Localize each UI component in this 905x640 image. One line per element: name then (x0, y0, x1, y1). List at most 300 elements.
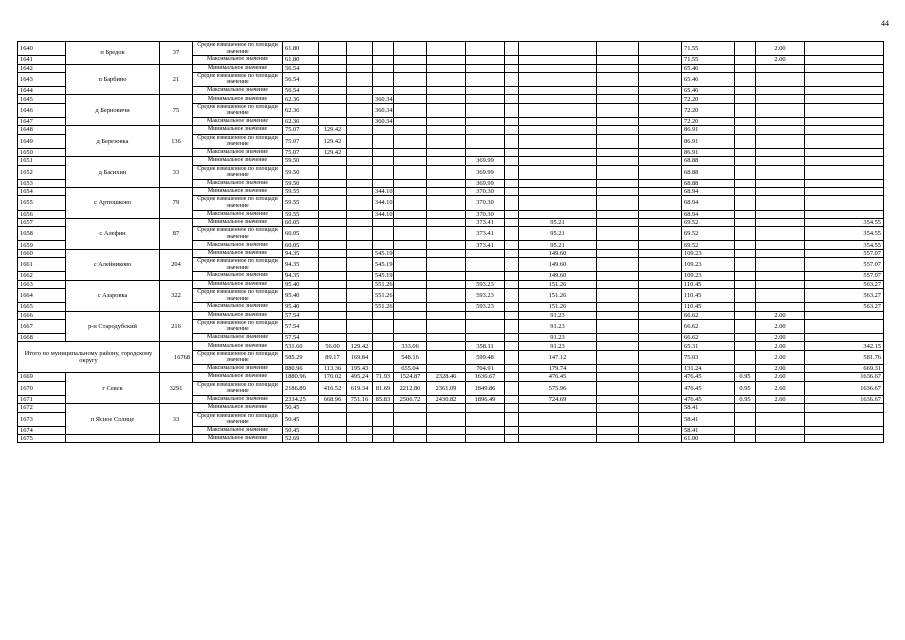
value-cell (519, 126, 597, 134)
value-cell (466, 56, 505, 64)
value-cell (347, 56, 373, 64)
value-cell (466, 103, 505, 117)
value-cell (519, 103, 597, 117)
value-cell (373, 227, 394, 241)
row-number: 1675 (18, 435, 66, 443)
value-cell (373, 319, 394, 333)
value-cell: 344.10 (373, 196, 394, 210)
value-cell (519, 196, 597, 210)
value-cell (505, 381, 519, 395)
value-cell: 563.27 (805, 303, 884, 311)
value-cell: 2.00 (756, 311, 805, 319)
value-cell (373, 148, 394, 156)
value-cell (466, 334, 505, 342)
value-cell (427, 126, 466, 134)
value-cell: 170.02 (319, 373, 347, 381)
value-cell (597, 56, 639, 64)
value-cell: 66.62 (682, 334, 735, 342)
value-cell: 68.88 (682, 157, 735, 165)
value-cell (639, 56, 682, 64)
value-cell (505, 435, 519, 443)
settlement-name: с Алейниково (66, 249, 160, 280)
value-cell (394, 241, 427, 249)
total-label: Итого по муниципальному району, городскому округу (18, 342, 160, 373)
value-cell (427, 117, 466, 125)
value-cell (505, 303, 519, 311)
value-cell (347, 249, 373, 257)
value-cell: 109.23 (682, 249, 735, 257)
value-cell (394, 103, 427, 117)
value-cell: 369.99 (466, 157, 505, 165)
value-type-label: Средне взвешенное по площади значение (193, 165, 283, 179)
value-cell (427, 165, 466, 179)
value-cell (373, 218, 394, 226)
value-cell (394, 165, 427, 179)
value-cell (505, 249, 519, 257)
value-cell: 557.07 (805, 272, 884, 280)
value-cell (597, 258, 639, 272)
value-cell (347, 42, 373, 56)
value-cell (427, 272, 466, 280)
value-type-label: Минимальное значение (193, 280, 283, 288)
table-row (18, 249, 884, 257)
value-cell: 551.26 (373, 280, 394, 288)
value-cell: 68.88 (682, 179, 735, 187)
value-cell (735, 56, 756, 64)
value-cell (505, 364, 519, 372)
value-cell (639, 72, 682, 86)
value-cell: 60.05 (283, 227, 319, 241)
value-cell (639, 227, 682, 241)
row-number: 1661 (18, 258, 66, 272)
value-cell: 72.20 (682, 103, 735, 117)
row-number: 1663 (18, 280, 66, 288)
value-cell (347, 404, 373, 412)
value-cell (427, 179, 466, 187)
value-cell (505, 395, 519, 403)
value-cell (597, 319, 639, 333)
value-cell (505, 311, 519, 319)
value-cell (347, 319, 373, 333)
value-cell (427, 148, 466, 156)
value-cell (735, 179, 756, 187)
value-cell (597, 157, 639, 165)
value-cell (394, 179, 427, 187)
value-cell (735, 210, 756, 218)
value-cell: 563.27 (805, 280, 884, 288)
value-cell (735, 64, 756, 72)
row-number: 1669 (18, 373, 66, 381)
value-type-label: Максимальное значение (193, 241, 283, 249)
value-type-label: Минимальное значение (193, 64, 283, 72)
value-type-label: Средне взвешенное по площади значение (193, 412, 283, 426)
value-cell: 551.26 (373, 289, 394, 303)
value-cell: 56.54 (283, 87, 319, 95)
value-cell (597, 103, 639, 117)
row-number: 1666 (18, 311, 66, 319)
value-cell (639, 157, 682, 165)
value-cell (597, 95, 639, 103)
settlement-name: с Азаровка (66, 280, 160, 311)
value-cell: 2.60 (756, 373, 805, 381)
table-row (18, 64, 884, 72)
value-cell (394, 56, 427, 64)
value-cell (639, 42, 682, 56)
value-cell (319, 72, 347, 86)
value-cell (756, 289, 805, 303)
value-cell (427, 227, 466, 241)
value-cell (519, 435, 597, 443)
value-cell: 61.00 (682, 435, 735, 443)
value-cell: 476.45 (519, 373, 597, 381)
value-cell (597, 435, 639, 443)
value-cell (597, 117, 639, 125)
value-cell: 2.00 (756, 334, 805, 342)
value-cell (639, 95, 682, 103)
value-type-label: Средне взвешенное по площади значение (193, 289, 283, 303)
value-cell: 129.42 (319, 148, 347, 156)
value-cell (597, 412, 639, 426)
value-cell (466, 95, 505, 103)
population: 21 (160, 64, 193, 95)
value-cell (394, 117, 427, 125)
value-cell (394, 426, 427, 434)
value-cell: 86.91 (682, 148, 735, 156)
value-cell (347, 272, 373, 280)
value-cell: 354.55 (805, 218, 884, 226)
value-cell: 68.94 (682, 196, 735, 210)
value-cell: 129.42 (347, 342, 373, 350)
value-type-label: Максимальное значение (193, 364, 283, 372)
value-cell (519, 42, 597, 56)
value-cell: 95.40 (283, 280, 319, 288)
value-cell (466, 311, 505, 319)
value-cell (373, 350, 394, 364)
value-cell: 531.60 (283, 342, 319, 350)
value-cell: 56.54 (283, 72, 319, 86)
value-cell (639, 412, 682, 426)
value-cell: 131.24 (682, 364, 735, 372)
value-cell: 370.30 (466, 188, 505, 196)
value-cell (347, 289, 373, 303)
value-cell (756, 272, 805, 280)
settlement-name: р-н Стародубский (66, 311, 160, 342)
value-cell: 557.07 (805, 258, 884, 272)
population: 33 (160, 404, 193, 435)
table-row (18, 126, 884, 134)
row-number: 1658 (18, 227, 66, 241)
value-cell: 151.26 (519, 289, 597, 303)
value-type-label: Средне взвешенное по площади значение (193, 134, 283, 148)
value-cell (735, 364, 756, 372)
value-cell: 2186.89 (283, 381, 319, 395)
row-number: 1648 (18, 126, 66, 134)
value-cell (597, 42, 639, 56)
value-cell (466, 249, 505, 257)
value-cell (373, 157, 394, 165)
value-cell (319, 157, 347, 165)
value-cell (319, 272, 347, 280)
row-number: 1646 (18, 103, 66, 117)
value-cell (319, 210, 347, 218)
value-cell (735, 334, 756, 342)
value-cell: 179.74 (519, 364, 597, 372)
value-cell: 151.26 (519, 280, 597, 288)
value-cell: 57.54 (283, 334, 319, 342)
value-cell (735, 350, 756, 364)
settlement-name: г Севск (66, 373, 160, 404)
value-cell: 476.45 (682, 381, 735, 395)
value-cell (519, 72, 597, 86)
value-cell (735, 289, 756, 303)
value-cell (373, 435, 394, 443)
row-number: 1670 (18, 381, 66, 395)
value-cell: 149.60 (519, 258, 597, 272)
value-cell (505, 334, 519, 342)
value-cell (756, 87, 805, 95)
value-cell (505, 258, 519, 272)
value-cell (639, 134, 682, 148)
value-cell (347, 303, 373, 311)
value-type-label: Средне взвешенное по площади значение (193, 319, 283, 333)
value-cell (756, 412, 805, 426)
value-cell (597, 426, 639, 434)
value-cell (373, 56, 394, 64)
value-cell: 0.95 (735, 373, 756, 381)
value-type-label: Средне взвешенное по площади значение (193, 72, 283, 86)
value-cell (735, 188, 756, 196)
value-cell (347, 218, 373, 226)
settlement-name: п Бредок (66, 42, 160, 65)
value-cell (519, 179, 597, 187)
value-cell (319, 404, 347, 412)
value-cell: 129.42 (319, 134, 347, 148)
value-cell (519, 404, 597, 412)
value-cell: 91.23 (519, 334, 597, 342)
value-cell: 69.52 (682, 218, 735, 226)
value-cell (505, 134, 519, 148)
value-cell (427, 241, 466, 249)
value-cell: 1896.49 (466, 395, 505, 403)
value-cell (639, 395, 682, 403)
value-cell (319, 412, 347, 426)
value-cell (505, 188, 519, 196)
value-cell: 110.45 (682, 280, 735, 288)
value-cell (319, 280, 347, 288)
value-cell: 1636.67 (466, 373, 505, 381)
value-cell (735, 272, 756, 280)
value-cell (639, 210, 682, 218)
row-number: 1652 (18, 165, 66, 179)
value-cell (394, 319, 427, 333)
value-cell (347, 227, 373, 241)
population: 33 (160, 157, 193, 188)
value-cell (347, 311, 373, 319)
population: 87 (160, 218, 193, 249)
population: 79 (160, 188, 193, 219)
value-cell: 71.55 (682, 42, 735, 56)
value-cell (639, 435, 682, 443)
value-cell (505, 179, 519, 187)
value-cell (505, 289, 519, 303)
value-cell (394, 258, 427, 272)
page-number: 44 (881, 19, 889, 28)
value-type-label: Минимальное значение (193, 311, 283, 319)
value-cell (597, 311, 639, 319)
row-number: 1641 (18, 56, 66, 64)
table-row (18, 95, 884, 103)
value-type-label: Минимальное значение (193, 126, 283, 134)
value-type-label: Максимальное значение (193, 87, 283, 95)
value-cell: 581.76 (805, 350, 884, 364)
value-cell (756, 196, 805, 210)
value-cell (319, 249, 347, 257)
value-cell (639, 241, 682, 249)
row-number: 1667 (18, 319, 66, 333)
value-cell: 2.60 (756, 381, 805, 395)
value-cell (519, 64, 597, 72)
value-cell (597, 342, 639, 350)
value-cell (394, 289, 427, 303)
value-cell: 668.96 (319, 395, 347, 403)
value-cell (639, 249, 682, 257)
value-cell: 59.50 (283, 157, 319, 165)
value-cell: 59.55 (283, 196, 319, 210)
value-cell: 91.23 (519, 342, 597, 350)
value-type-label: Минимальное значение (193, 95, 283, 103)
settlement-name: с Артюшково (66, 188, 160, 219)
value-cell: 61.80 (283, 56, 319, 64)
value-cell (505, 72, 519, 86)
value-cell (347, 179, 373, 187)
value-cell (597, 218, 639, 226)
value-cell (805, 64, 884, 72)
value-type-label: Средне взвешенное по площади значение (193, 258, 283, 272)
value-cell (505, 157, 519, 165)
value-cell: 1636.67 (805, 373, 884, 381)
value-cell (756, 148, 805, 156)
value-cell: 2361.09 (427, 381, 466, 395)
value-cell (505, 95, 519, 103)
value-cell: 69.52 (682, 227, 735, 241)
value-cell (394, 196, 427, 210)
value-cell: 65.46 (682, 87, 735, 95)
value-cell (319, 188, 347, 196)
value-cell (735, 87, 756, 95)
value-cell (466, 64, 505, 72)
value-cell: 545.19 (373, 258, 394, 272)
row-number: 1665 (18, 303, 66, 311)
value-cell (427, 435, 466, 443)
value-cell (597, 64, 639, 72)
value-cell: 62.36 (283, 95, 319, 103)
value-cell (756, 188, 805, 196)
value-cell (394, 404, 427, 412)
value-cell (735, 148, 756, 156)
value-cell (319, 435, 347, 443)
value-cell (735, 342, 756, 350)
value-cell (347, 412, 373, 426)
value-cell (373, 87, 394, 95)
row-number: 1659 (18, 241, 66, 249)
value-cell (805, 165, 884, 179)
value-cell (735, 412, 756, 426)
value-cell (319, 227, 347, 241)
value-cell (373, 311, 394, 319)
population: 216 (160, 311, 193, 342)
value-cell (394, 249, 427, 257)
value-cell (735, 126, 756, 134)
value-cell: 113.36 (319, 364, 347, 372)
table-row (18, 280, 884, 288)
row-number: 1640 (18, 42, 66, 56)
value-cell: 195.43 (347, 364, 373, 372)
row-number: 1662 (18, 272, 66, 280)
value-cell: 59.55 (283, 210, 319, 218)
value-cell: 2430.82 (427, 395, 466, 403)
value-cell: 0.95 (735, 395, 756, 403)
value-cell (639, 373, 682, 381)
value-cell (466, 134, 505, 148)
value-cell: 551.26 (373, 303, 394, 311)
value-cell: 50.45 (283, 426, 319, 434)
value-cell (394, 87, 427, 95)
row-number: 1657 (18, 218, 66, 226)
value-cell (394, 210, 427, 218)
value-cell: 147.12 (519, 350, 597, 364)
value-cell: 593.23 (466, 289, 505, 303)
value-cell (519, 412, 597, 426)
row-number: 1674 (18, 426, 66, 434)
value-cell (597, 249, 639, 257)
value-cell: 354.55 (805, 227, 884, 241)
value-cell (427, 350, 466, 364)
value-cell (373, 334, 394, 342)
value-type-label: Максимальное значение (193, 334, 283, 342)
value-cell (427, 319, 466, 333)
value-cell: 2328.46 (427, 373, 466, 381)
value-cell: 655.04 (394, 364, 427, 372)
value-cell (756, 134, 805, 148)
value-cell (735, 311, 756, 319)
value-cell (394, 148, 427, 156)
row-number: 1649 (18, 134, 66, 148)
value-cell (756, 227, 805, 241)
value-cell (597, 165, 639, 179)
value-cell (597, 87, 639, 95)
value-cell (505, 103, 519, 117)
value-cell (639, 364, 682, 372)
value-type-label: Максимальное значение (193, 210, 283, 218)
value-cell (805, 210, 884, 218)
value-cell (427, 412, 466, 426)
value-cell (427, 404, 466, 412)
value-cell: 94.35 (283, 272, 319, 280)
value-cell: 68.88 (682, 165, 735, 179)
value-cell (756, 157, 805, 165)
value-cell: 0.95 (735, 381, 756, 395)
population (160, 435, 193, 443)
value-cell (597, 210, 639, 218)
row-number: 1643 (18, 72, 66, 86)
table-row (18, 373, 884, 381)
value-cell (735, 241, 756, 249)
value-cell: 109.23 (682, 258, 735, 272)
population: 3291 (160, 373, 193, 404)
value-cell: 2334.25 (283, 395, 319, 403)
table-row (18, 404, 884, 412)
value-cell (319, 64, 347, 72)
